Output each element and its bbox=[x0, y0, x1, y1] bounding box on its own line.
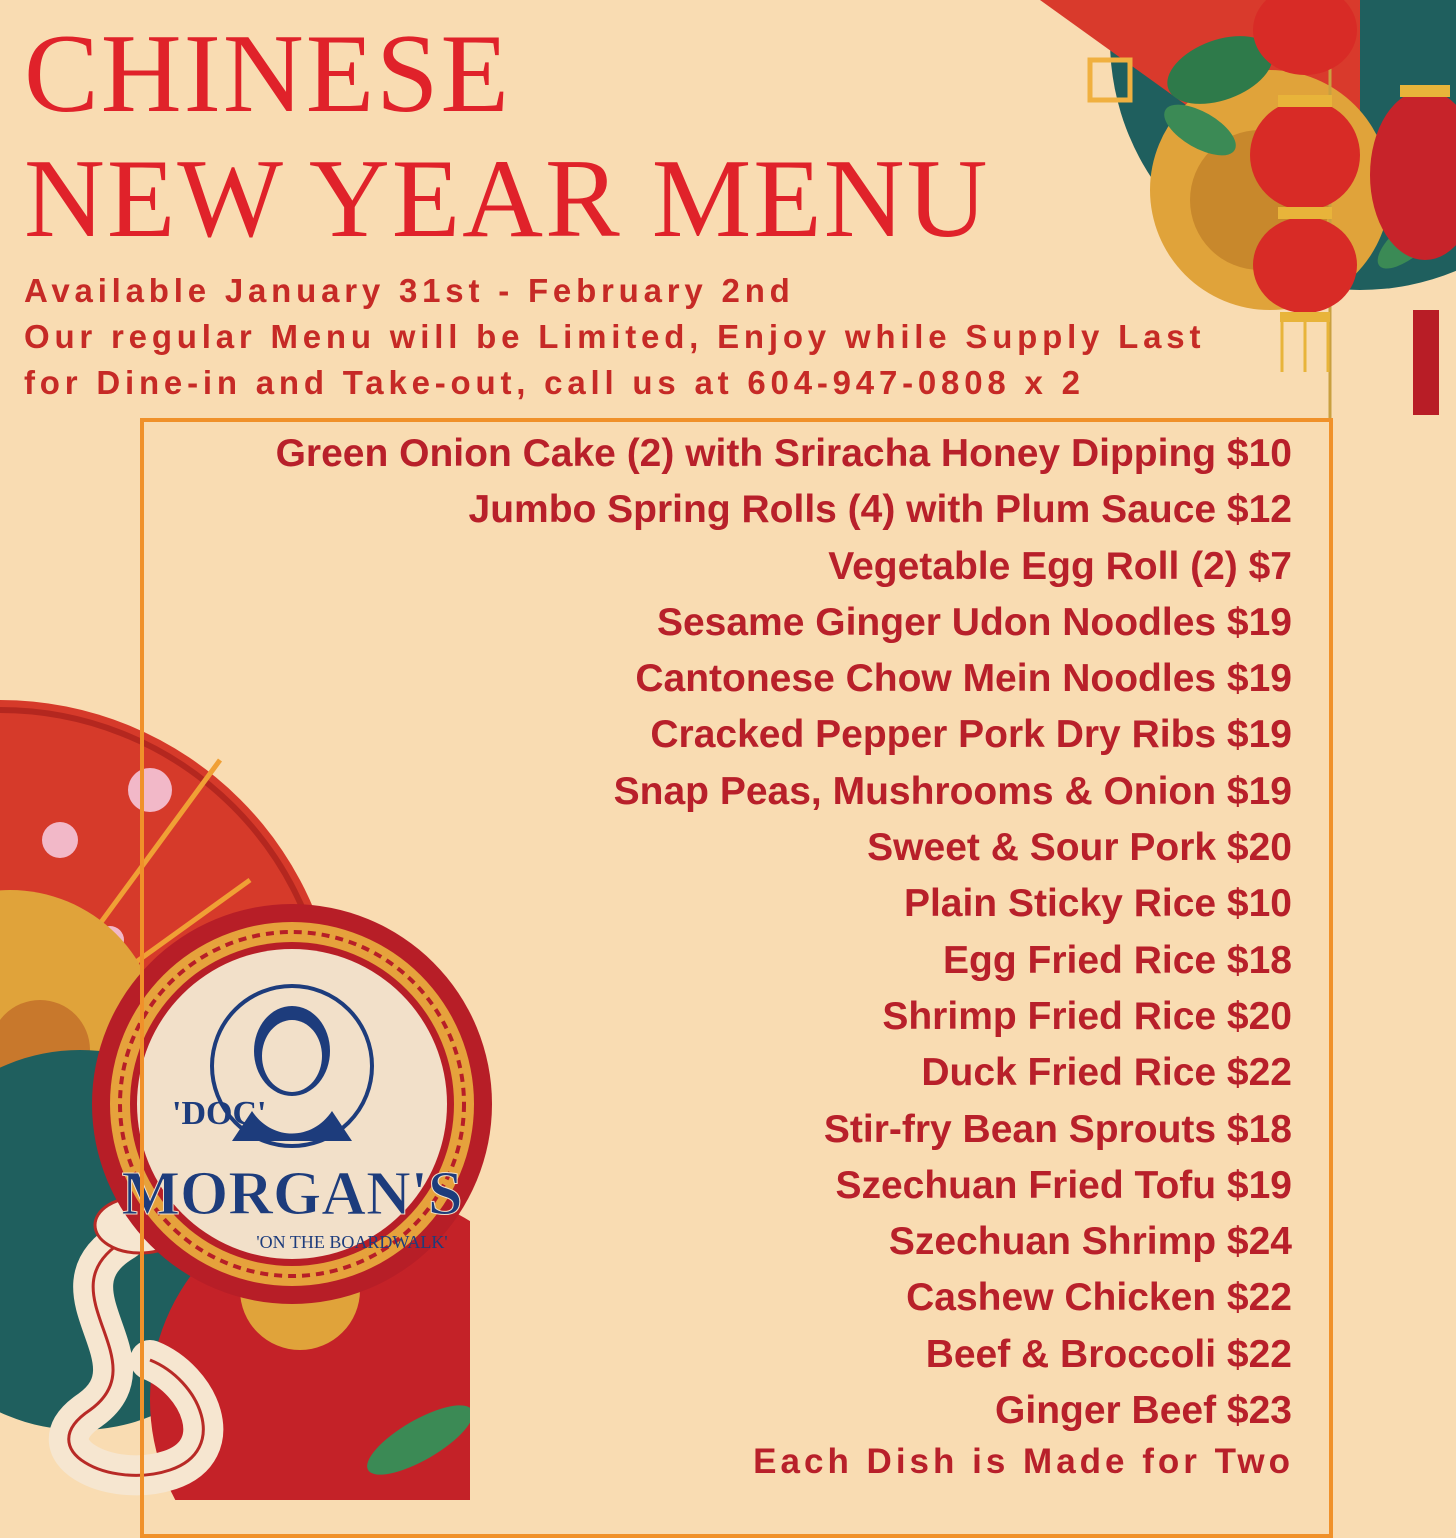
menu-item: Jumbo Spring Rolls (4) with Plum Sauce $12 bbox=[468, 488, 1292, 532]
subtitle-line-1: Available January 31st - February 2nd bbox=[24, 272, 795, 309]
menu-item: Cashew Chicken $22 bbox=[906, 1276, 1292, 1320]
menu-item: Ginger Beef $23 bbox=[995, 1389, 1292, 1433]
logo-morgans-text: MORGAN'S bbox=[121, 1160, 463, 1228]
menu-item: Stir-fry Bean Sprouts $18 bbox=[823, 1107, 1292, 1151]
menu-item: Snap Peas, Mushrooms & Onion $19 bbox=[613, 769, 1292, 813]
menu-title bbox=[24, 12, 989, 262]
menu-item: Szechuan Fried Tofu $19 bbox=[835, 1163, 1292, 1207]
subtitle-line-3: for Dine-in and Take-out, call us at 604-947-0808 x 2 bbox=[24, 364, 1085, 401]
logo-doc-text: 'DOC' bbox=[172, 1095, 267, 1132]
menu-item: Sweet & Sour Pork $20 bbox=[867, 826, 1292, 870]
subtitle-line-2: Our regular Menu will be Limited, Enjoy while Supply Last bbox=[24, 318, 1206, 355]
availability-info bbox=[24, 268, 1205, 406]
title-line-1: CHINESE bbox=[24, 12, 511, 136]
logo-boardwalk-text: 'ON THE BOARDWALK' bbox=[256, 1232, 448, 1252]
menu-item: Shrimp Fried Rice $20 bbox=[882, 994, 1292, 1038]
menu-item: Sesame Ginger Udon Noodles $19 bbox=[656, 600, 1292, 644]
menu-item: Beef & Broccoli $22 bbox=[925, 1332, 1292, 1376]
menu-item: Cantonese Chow Mein Noodles $19 bbox=[635, 657, 1292, 701]
menu-item: Cracked Pepper Pork Dry Ribs $19 bbox=[650, 713, 1292, 757]
title-line-2: NEW YEAR MENU bbox=[24, 137, 990, 261]
serving-note: Each Dish is Made for Two bbox=[753, 1442, 1294, 1481]
menu-item: Plain Sticky Rice $10 bbox=[903, 882, 1292, 926]
menu-items-list bbox=[276, 426, 1292, 1439]
menu-item: Szechuan Shrimp $24 bbox=[888, 1220, 1292, 1264]
menu-item: Vegetable Egg Roll (2) $7 bbox=[828, 544, 1292, 588]
menu-item: Duck Fried Rice $22 bbox=[921, 1051, 1292, 1095]
menu-item: Egg Fried Rice $18 bbox=[943, 938, 1292, 982]
menu-item: Green Onion Cake (2) with Sriracha Honey Dipping $10 bbox=[275, 432, 1292, 475]
